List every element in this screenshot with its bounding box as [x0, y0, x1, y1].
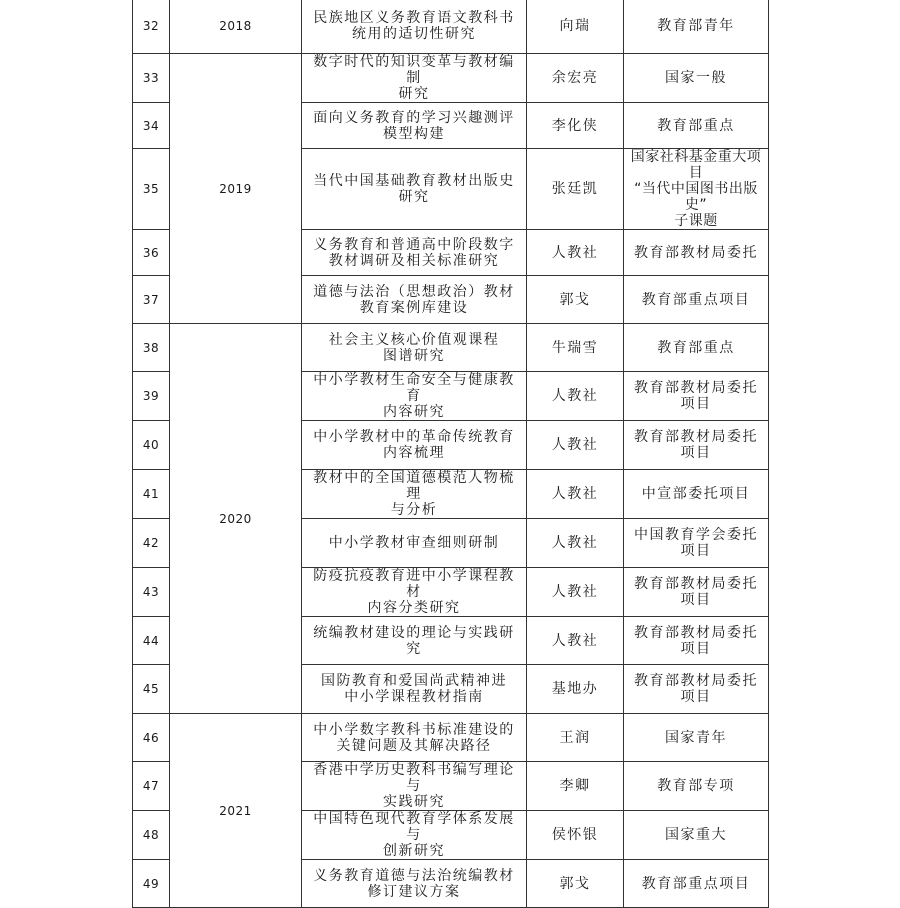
project-owner: 人教社	[527, 421, 624, 470]
project-type: 教育部教材局委托项目	[624, 372, 769, 421]
project-title: 社会主义核心价值观课程 图谱研究	[302, 324, 527, 372]
project-title: 义务教育道德与法治统编教材 修订建议方案	[302, 860, 527, 908]
project-type: 教育部教材局委托项目	[624, 421, 769, 470]
project-owner: 人教社	[527, 230, 624, 276]
row-number: 47	[133, 762, 170, 811]
project-type: 中宣部委托项目	[624, 470, 769, 519]
row-number: 45	[133, 665, 170, 714]
project-type: 国家一般	[624, 54, 769, 103]
project-type: 教育部青年	[624, 0, 769, 54]
project-owner: 牛瑞雪	[527, 324, 624, 372]
table-row	[133, 324, 769, 372]
project-title: 教材中的全国道德模范人物梳理 与分析	[302, 470, 527, 519]
project-title: 民族地区义务教育语文教科书 统用的适切性研究	[302, 0, 527, 54]
row-number: 49	[133, 860, 170, 908]
row-number: 38	[133, 324, 170, 372]
row-number: 48	[133, 811, 170, 860]
year-cell: 2020	[170, 324, 302, 714]
project-title: 统编教材建设的理论与实践研究	[302, 617, 527, 665]
project-type: 国家社科基金重大项目 “当代中国图书出版史” 子课题	[624, 149, 769, 230]
year-cell: 2019	[170, 54, 302, 324]
project-owner: 人教社	[527, 372, 624, 421]
project-title: 国防教育和爱国尚武精神进 中小学课程教材指南	[302, 665, 527, 714]
row-number: 32	[133, 0, 170, 54]
table-row	[133, 54, 769, 103]
project-owner: 基地办	[527, 665, 624, 714]
project-title: 道德与法治（思想政治）教材 教育案例库建设	[302, 276, 527, 324]
project-title: 防疫抗疫教育进中小学课程教材 内容分类研究	[302, 568, 527, 617]
project-type: 国家青年	[624, 714, 769, 762]
research-projects-table	[132, 0, 769, 908]
project-title: 义务教育和普通高中阶段数字 教材调研及相关标准研究	[302, 230, 527, 276]
project-type: 教育部重点	[624, 324, 769, 372]
project-type: 中国教育学会委托项目	[624, 519, 769, 568]
project-title: 数字时代的知识变革与教材编制 研究	[302, 54, 527, 103]
project-type: 教育部重点	[624, 103, 769, 149]
project-type: 教育部教材局委托项目	[624, 568, 769, 617]
project-type: 教育部教材局委托项目	[624, 665, 769, 714]
project-type: 国家重大	[624, 811, 769, 860]
project-owner: 李卿	[527, 762, 624, 811]
project-title: 中国特色现代教育学体系发展与 创新研究	[302, 811, 527, 860]
project-owner: 人教社	[527, 519, 624, 568]
project-owner: 人教社	[527, 617, 624, 665]
project-title: 面向义务教育的学习兴趣测评 模型构建	[302, 103, 527, 149]
row-number: 46	[133, 714, 170, 762]
project-owner: 郭戈	[527, 276, 624, 324]
project-type: 教育部教材局委托项目	[624, 617, 769, 665]
project-owner: 余宏亮	[527, 54, 624, 103]
project-owner: 侯怀银	[527, 811, 624, 860]
project-owner: 郭戈	[527, 860, 624, 908]
project-title: 中小学数字教科书标准建设的 关键问题及其解决路径	[302, 714, 527, 762]
project-owner: 人教社	[527, 470, 624, 519]
year-cell: 2021	[170, 714, 302, 908]
year-cell: 2018	[170, 0, 302, 54]
table-row	[133, 714, 769, 762]
project-type: 教育部教材局委托	[624, 230, 769, 276]
project-title: 中小学教材生命安全与健康教育 内容研究	[302, 372, 527, 421]
project-title: 香港中学历史教科书编写理论与 实践研究	[302, 762, 527, 811]
row-number: 33	[133, 54, 170, 103]
row-number: 43	[133, 568, 170, 617]
row-number: 44	[133, 617, 170, 665]
project-owner: 王润	[527, 714, 624, 762]
row-number: 36	[133, 230, 170, 276]
project-type: 教育部重点项目	[624, 860, 769, 908]
row-number: 39	[133, 372, 170, 421]
row-number: 42	[133, 519, 170, 568]
project-owner: 李化侠	[527, 103, 624, 149]
row-number: 37	[133, 276, 170, 324]
project-title: 中小学教材中的革命传统教育 内容梳理	[302, 421, 527, 470]
row-number: 35	[133, 149, 170, 230]
project-owner: 人教社	[527, 568, 624, 617]
project-title: 当代中国基础教育教材出版史 研究	[302, 149, 527, 230]
project-type: 教育部重点项目	[624, 276, 769, 324]
project-title: 中小学教材审查细则研制	[302, 519, 527, 568]
row-number: 41	[133, 470, 170, 519]
project-type: 教育部专项	[624, 762, 769, 811]
row-number: 40	[133, 421, 170, 470]
project-owner: 向瑞	[527, 0, 624, 54]
row-number: 34	[133, 103, 170, 149]
table-row	[133, 0, 769, 54]
project-owner: 张廷凯	[527, 149, 624, 230]
